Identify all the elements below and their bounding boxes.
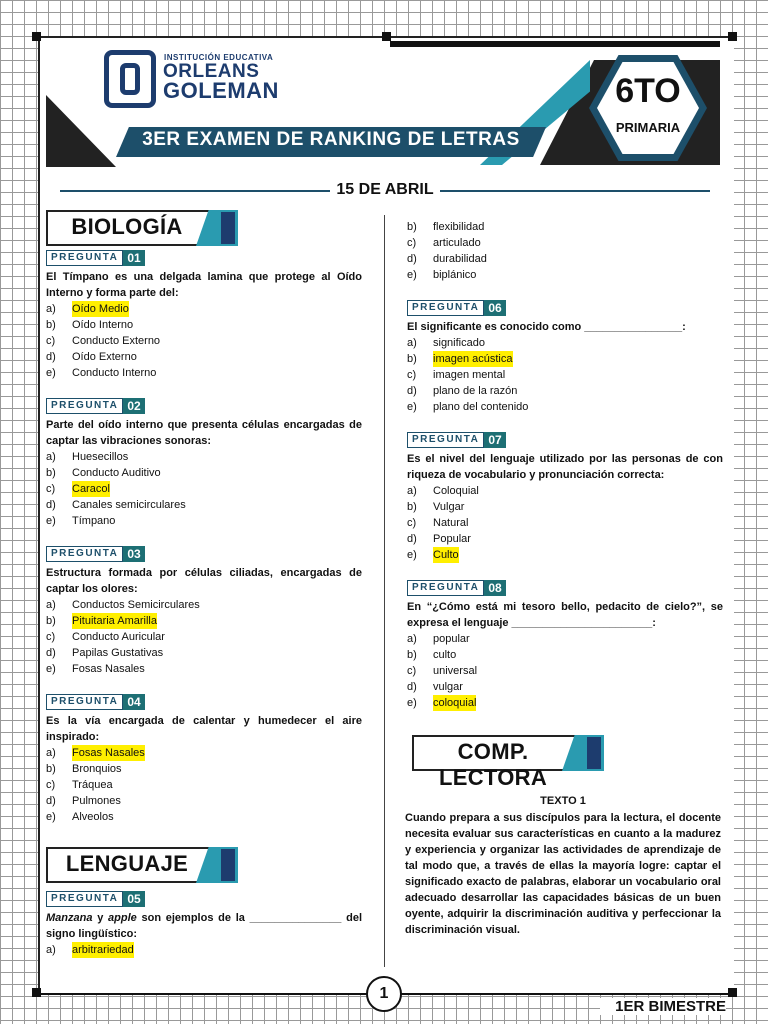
option-text: Canales semicirculares [72, 499, 186, 511]
question-number: 08 [484, 580, 505, 596]
option[interactable] [46, 597, 362, 613]
question-number: 04 [123, 694, 144, 710]
option-letter: d) [407, 681, 417, 693]
option-text: Conductos Semicirculares [72, 599, 200, 611]
option-text: Huesecillos [72, 451, 129, 463]
option-letter: d) [46, 795, 56, 807]
option-letter: e) [407, 269, 417, 281]
option[interactable] [407, 219, 723, 235]
question-6 [407, 300, 723, 415]
question-text: El significante es conocido como ________________: [407, 321, 686, 333]
option-letter: a) [46, 303, 56, 315]
question-word: PREGUNTA [407, 300, 484, 316]
option[interactable] [46, 942, 362, 958]
question-tag [46, 546, 145, 562]
question-word: PREGUNTA [46, 546, 123, 562]
option-text: Conducto Externo [72, 335, 161, 347]
option[interactable] [46, 481, 362, 497]
option[interactable] [407, 267, 723, 283]
option-text: vulgar [433, 681, 463, 693]
option-text: Conducto Auricular [72, 631, 165, 643]
page-number: 1 [366, 976, 402, 1012]
question-tag [46, 891, 145, 907]
option-text: Papilas Gustativas [72, 647, 164, 659]
date-rule [440, 190, 710, 192]
grade-text: 6TO [615, 72, 681, 110]
section-logo-icon [221, 212, 235, 244]
question-number: 03 [123, 546, 144, 562]
option-letter: d) [407, 253, 417, 265]
option-text: Conducto Auditivo [72, 467, 161, 479]
question-tag [407, 432, 506, 448]
question-text: Parte del oído interno que presenta células encargadas de captar las vibraciones sonoras: [46, 419, 362, 447]
option-text: plano de la razón [433, 385, 518, 397]
option-letter: e) [46, 811, 56, 823]
question-word: PREGUNTA [46, 891, 123, 907]
option-letter: b) [46, 467, 56, 479]
question-text: Es la vía encargada de calentar y humedecer el aire inspirado: [46, 715, 362, 743]
term-label: 1ER BIMESTRE [600, 998, 726, 1015]
option[interactable] [407, 335, 723, 351]
question-tag [407, 300, 506, 316]
option-text-answer: Pituitaria Amarilla [72, 615, 157, 627]
option-letter: d) [407, 533, 417, 545]
question-word: PREGUNTA [46, 250, 123, 266]
header-band [390, 41, 720, 47]
column-divider [384, 215, 385, 967]
question-word: PREGUNTA [407, 432, 484, 448]
section-logo-icon [221, 849, 235, 881]
corner-mark [728, 32, 737, 41]
question-text: El Tímpano es una delgada lamina que protege al Oído Interno y forma parte del: [46, 271, 362, 299]
option-text-answer: Oído Medio [72, 303, 129, 315]
question-text: En “¿Cómo está mi tesoro bello, pedacito de cielo?”, se expresa el lenguaje _______________________: [407, 601, 723, 629]
option-letter: c) [46, 335, 56, 347]
option-letter: c) [46, 483, 56, 495]
option-letter: c) [407, 517, 417, 529]
option-letter: c) [407, 369, 417, 381]
question-word: PREGUNTA [46, 694, 123, 710]
question-text-italic: apple [108, 912, 137, 924]
option[interactable] [46, 333, 362, 349]
option[interactable] [407, 531, 723, 547]
section-logo-icon [587, 737, 601, 769]
option-text: Oído Interno [72, 319, 134, 331]
option[interactable] [46, 661, 362, 677]
option-text: imagen mental [433, 369, 506, 381]
exam-date: 15 DE ABRIL [336, 181, 434, 198]
logo-subtitle: INSTITUCIÓN EDUCATIVA [164, 53, 274, 62]
question-text-part: son ejemplos de la _______________ del signo lingüístico: [46, 912, 362, 940]
section-title: BIOLOGÍA [71, 214, 183, 239]
question-text [46, 910, 362, 942]
option-letter: b) [46, 319, 56, 331]
option-text-answer: imagen acústica [433, 353, 513, 365]
option[interactable] [46, 761, 362, 777]
question-word: PREGUNTA [407, 580, 484, 596]
question-number: 05 [123, 891, 144, 907]
option-text: Oído Externo [72, 351, 137, 363]
level-text: PRIMARIA [615, 120, 681, 135]
option-text: Fosas Nasales [72, 663, 145, 675]
question-number: 07 [484, 432, 505, 448]
section-title: COMP. LECTORA [438, 739, 548, 790]
option-letter: e) [407, 549, 417, 561]
option-letter: b) [46, 615, 56, 627]
logo-name-line2: GOLEMAN [163, 78, 279, 103]
exam-title: 3ER EXAMEN DE RANKING DE LETRAS [142, 129, 520, 150]
option-text-answer: Caracol [72, 483, 110, 495]
option-letter: b) [407, 353, 417, 365]
option[interactable] [407, 483, 723, 499]
option-letter: e) [46, 663, 56, 675]
option-text-answer: arbitrariedad [72, 944, 134, 956]
option[interactable] [407, 251, 723, 267]
option-text: Popular [433, 533, 471, 545]
section-title: LENGUAJE [65, 851, 189, 876]
option-text: Conducto Interno [72, 367, 157, 379]
option-letter: e) [46, 367, 56, 379]
option[interactable] [407, 499, 723, 515]
question-3 [46, 546, 362, 677]
question-5-continued [407, 219, 723, 283]
option-text: culto [433, 649, 457, 661]
option[interactable] [407, 695, 723, 711]
option[interactable] [46, 613, 362, 629]
option-letter: b) [46, 763, 56, 775]
option[interactable] [46, 301, 362, 317]
option-text: Tráquea [72, 779, 113, 791]
option[interactable] [46, 645, 362, 661]
question-1 [46, 250, 362, 381]
school-logo-icon [104, 50, 156, 108]
option[interactable] [46, 365, 362, 381]
option-text: Coloquial [433, 485, 479, 497]
option-text: plano del contenido [433, 401, 529, 413]
question-4 [46, 694, 362, 825]
option-letter: c) [46, 779, 56, 791]
option[interactable] [46, 513, 362, 529]
question-number: 02 [123, 398, 144, 414]
question-tag [407, 580, 506, 596]
question-tag [46, 250, 145, 266]
option-letter: a) [407, 485, 417, 497]
option-letter: b) [407, 649, 417, 661]
logo-name-line1: ORLEANS [163, 61, 260, 82]
option-letter: d) [46, 647, 56, 659]
date-rule [60, 190, 330, 192]
option-text: durabilidad [433, 253, 487, 265]
option[interactable] [407, 647, 723, 663]
option[interactable] [407, 547, 723, 563]
option-text: popular [433, 633, 470, 645]
reading-passage: Cuando prepara a sus discípulos para la lectura, el docente necesita evaluar sus características en cuanto a la madurez y experiencia y organizar las actividades de aprendizaje de tal modo que, a través de ellas la mayoría logre: captar el significado exacto de palabras, elaborar un vocabulario oral adecuado desarrollar las capacidades básicas de un buen oyente, adquirir la discriminación auditiva y perfeccionar la discriminación visual. [405, 812, 721, 936]
option-letter: c) [46, 631, 56, 643]
question-8 [407, 580, 723, 711]
option[interactable] [46, 317, 362, 333]
option-letter: a) [46, 599, 56, 611]
option[interactable] [46, 449, 362, 465]
question-word: PREGUNTA [46, 398, 123, 414]
option-letter: c) [407, 237, 417, 249]
option-text: articulado [433, 237, 481, 249]
question-text-part: y [92, 912, 109, 924]
question-text-italic: Manzana [46, 912, 93, 924]
question-7 [407, 432, 723, 563]
question-number: 01 [123, 250, 144, 266]
option[interactable] [407, 399, 723, 415]
option-text: Tímpano [72, 515, 116, 527]
option[interactable] [46, 497, 362, 513]
question-text: Es el nivel del lenguaje utilizado por las personas de con riqueza de vocabulario y pronunciación correcta: [407, 453, 723, 481]
option-letter: d) [46, 499, 56, 511]
option-text: Vulgar [433, 501, 465, 513]
reading-title: TEXTO 1 [540, 795, 586, 807]
option-letter: a) [46, 944, 56, 956]
option-letter: e) [407, 697, 417, 709]
option[interactable] [46, 349, 362, 365]
option[interactable] [407, 351, 723, 367]
question-2 [46, 398, 362, 529]
option-text: Alveolos [72, 811, 114, 823]
option-text: Bronquios [72, 763, 122, 775]
option-letter: d) [46, 351, 56, 363]
option-text: Pulmones [72, 795, 121, 807]
option-text: universal [433, 665, 478, 677]
option-letter: a) [407, 633, 417, 645]
option[interactable] [407, 663, 723, 679]
corner-mark [382, 32, 391, 41]
option-text-answer: Culto [433, 549, 459, 561]
option[interactable] [46, 809, 362, 825]
option-text-answer: Fosas Nasales [72, 747, 145, 759]
option[interactable] [407, 383, 723, 399]
question-text: Estructura formada por células ciliadas, encargadas de captar los olores: [46, 567, 362, 595]
option[interactable] [407, 631, 723, 647]
option[interactable] [407, 515, 723, 531]
option-letter: b) [407, 501, 417, 513]
question-tag [46, 398, 145, 414]
option-text-answer: coloquial [433, 697, 477, 709]
option-letter: a) [407, 337, 417, 349]
option[interactable] [46, 793, 362, 809]
option-text: biplánico [433, 269, 477, 281]
option-letter: a) [46, 451, 56, 463]
option[interactable] [46, 745, 362, 761]
question-tag [46, 694, 145, 710]
option[interactable] [407, 235, 723, 251]
option-letter: c) [407, 665, 417, 677]
option[interactable] [46, 465, 362, 481]
option-letter: d) [407, 385, 417, 397]
option[interactable] [407, 367, 723, 383]
option[interactable] [46, 777, 362, 793]
corner-mark [32, 32, 41, 41]
option[interactable] [46, 629, 362, 645]
option-text: flexibilidad [433, 221, 485, 233]
option[interactable] [407, 679, 723, 695]
option-letter: e) [407, 401, 417, 413]
option-letter: b) [407, 221, 417, 233]
question-number: 06 [484, 300, 505, 316]
option-letter: e) [46, 515, 56, 527]
option-text: Natural [433, 517, 469, 529]
option-text: significado [433, 337, 485, 349]
question-5 [46, 891, 362, 958]
option-letter: a) [46, 747, 56, 759]
